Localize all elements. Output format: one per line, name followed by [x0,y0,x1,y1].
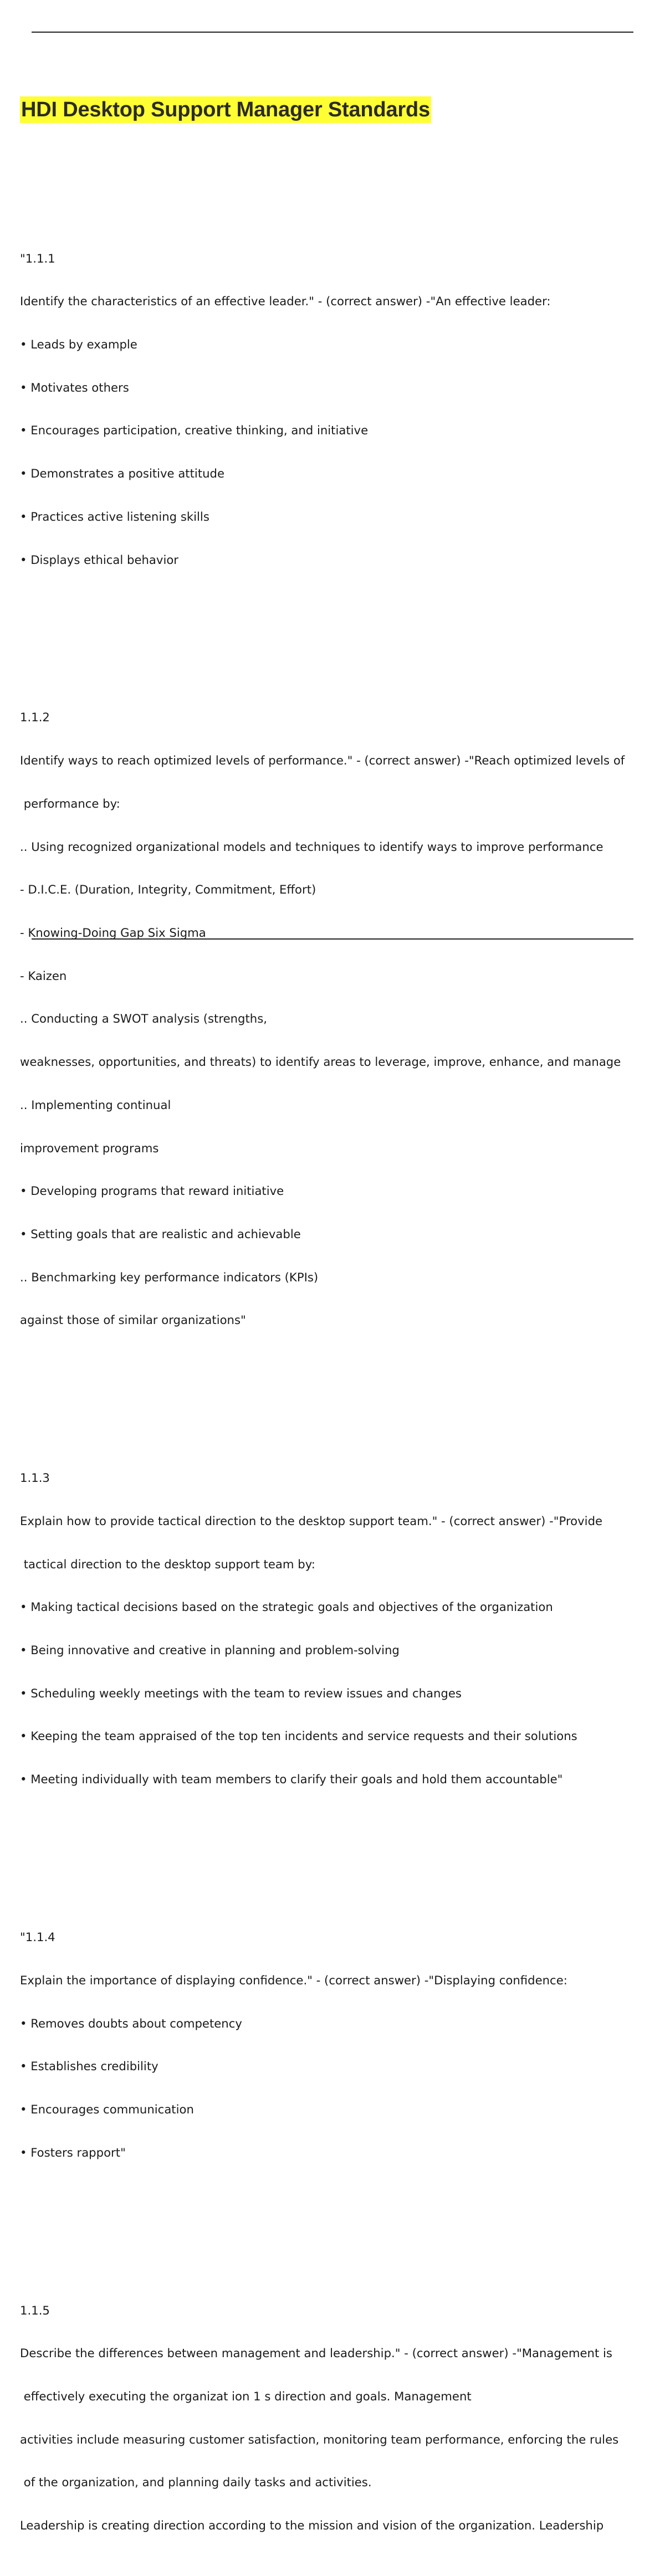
answer-line: - Knowing-Doing Gap Six Sigma [20,926,206,940]
answer-line: • Setting goals that are realistic and achievable [20,1227,301,1241]
answer-line: • Meeting individually with team members to clarify their goals and hold them accountable" [20,1772,563,1787]
answer-line: • Displays ethical behavior [20,552,179,567]
answer-line: • Developing programs that reward initiative [20,1184,284,1198]
answer-line: Leadership is creating direction according to the mission and vision of the organization. Leadership [20,2518,604,2533]
section-1-1-1 [20,223,657,596]
section-number: "1.1.1 [20,251,55,265]
answer-line: • Motivates others [20,380,129,394]
section-gap [20,1385,657,1399]
question-text: Identify ways to reach optimized levels of performance." - (correct answer) -"Reach optimized levels of [20,753,625,768]
answer-line: against those of similar organizations" [20,1313,246,1327]
answer-line: - Kaizen [20,968,67,983]
answer-line: .. Benchmarking key performance indicators (KPIs) [20,1270,319,1284]
answer-line: weaknesses, opportunities, and threats) to identify areas to leverage, improve, enhance, and manage [20,1055,621,1069]
top-divider [32,32,633,33]
question-text: Identify the characteristics of an effective leader." - (correct answer) -"An effective leader: [20,294,551,309]
answer-line: improvement programs [20,1141,159,1155]
section-number: 1.1.5 [20,2303,50,2317]
section-number: 1.1.2 [20,710,50,725]
section-1-1-4 [20,1901,657,2188]
answer-line: tactical direction to the desktop support team by: [20,1557,315,1571]
question-text: Explain how to provide tactical direction to the desktop support team." - (correct answer) -"Provide [20,1513,603,1528]
answer-line: • Being innovative and creative in planning and problem-solving [20,1643,400,1658]
section-gap [20,2217,657,2231]
answer-line: • Leads by example [20,337,137,352]
answer-line: of the organization, and planning daily tasks and activities. [20,2475,372,2490]
answer-line: .. Conducting a SWOT analysis (strengths, [20,1012,267,1026]
answer-line: • Fosters rapport" [20,2145,126,2159]
answer-line: • Encourages participation, creative thinking, and initiative [20,423,369,438]
answer-line: • Removes doubts about competency [20,2016,242,2030]
document-title: HDI Desktop Support Manager Standards [20,96,431,123]
section-gap [20,1844,657,1859]
answer-line: activities include measuring customer satisfaction, monitoring team performance, enforcing the rules [20,2432,619,2446]
question-text: Explain the importance of displaying confidence." - (correct answer) -"Displaying confidence: [20,1973,567,1987]
answer-line: • Demonstrates a positive attitude [20,466,225,481]
section-gap [20,624,657,639]
answer-line: • Making tactical decisions based on the strategic goals and objectives of the organization [20,1600,553,1614]
answer-line: - D.I.C.E. (Duration, Integrity, Commitment, Effort) [20,882,316,897]
answer-line: • Practices active listening skills [20,509,209,524]
section-1-1-5 [20,2275,657,2562]
answer-line: effectively executing the organizat ion 1 s direction and goals. Management [20,2389,472,2403]
answer-line: .. Implementing continual [20,1097,171,1112]
answer-line: • Encourages communication [20,2102,194,2116]
answer-line: • Scheduling weekly meetings with the team to review issues and changes [20,1686,462,1700]
answer-line: • Establishes credibility [20,2059,158,2074]
question-text: Describe the differences between management and leadership." - (correct answer) -"Management is [20,2346,612,2361]
answer-line: .. Using recognized organizational models and techniques to identify ways to improve performance [20,839,603,854]
bottom-divider [32,938,633,940]
answer-line: • Keeping the team appraised of the top ten incidents and service requests and their solutions [20,1729,577,1743]
section-number: "1.1.4 [20,1930,55,1944]
section-1-1-2 [20,682,657,1356]
section-1-1-3 [20,1442,657,1815]
answer-line: performance by: [20,796,120,810]
document-body [20,194,657,2576]
section-number: 1.1.3 [20,1471,50,1485]
